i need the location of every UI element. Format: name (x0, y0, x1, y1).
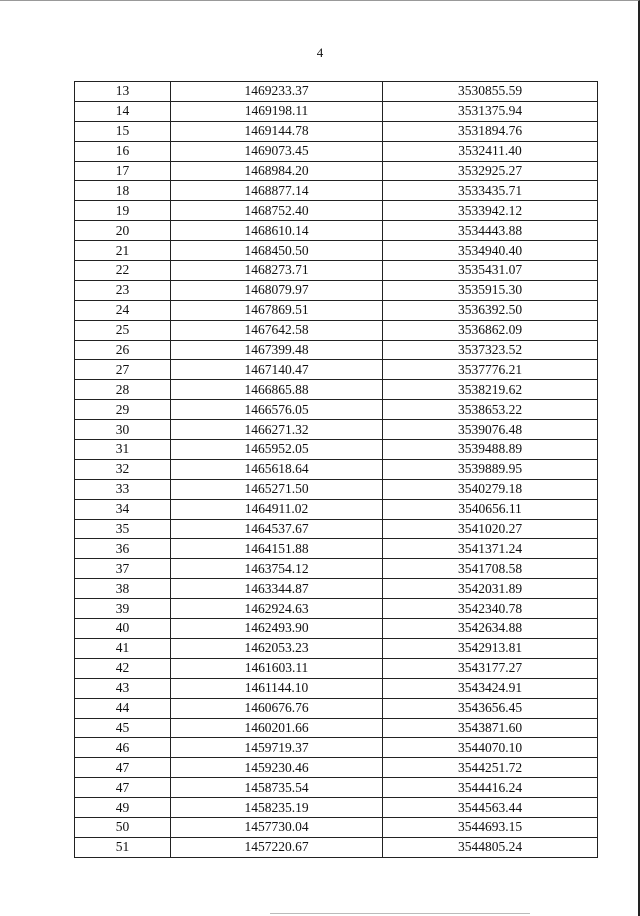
x-coordinate-cell: 1461144.10 (171, 678, 383, 698)
y-coordinate-cell: 3535431.07 (383, 261, 598, 281)
x-coordinate-cell: 1463754.12 (171, 559, 383, 579)
y-coordinate-cell: 3544070.10 (383, 738, 598, 758)
point-number-cell: 34 (75, 499, 171, 519)
table-row (75, 459, 598, 479)
x-coordinate-cell: 1468450.50 (171, 241, 383, 261)
table-row (75, 837, 598, 857)
x-coordinate-cell: 1469233.37 (171, 82, 383, 102)
x-coordinate-cell: 1462053.23 (171, 638, 383, 658)
point-number-cell: 25 (75, 320, 171, 340)
table-row (75, 141, 598, 161)
x-coordinate-cell: 1469073.45 (171, 141, 383, 161)
point-number-cell: 49 (75, 798, 171, 818)
table-row (75, 619, 598, 639)
y-coordinate-cell: 3535915.30 (383, 280, 598, 300)
y-coordinate-cell: 3543656.45 (383, 698, 598, 718)
y-coordinate-cell: 3534443.88 (383, 221, 598, 241)
x-coordinate-cell: 1463344.87 (171, 579, 383, 599)
table-row (75, 638, 598, 658)
table-row (75, 738, 598, 758)
point-number-cell: 45 (75, 718, 171, 738)
table-row (75, 599, 598, 619)
x-coordinate-cell: 1469144.78 (171, 121, 383, 141)
table-row (75, 718, 598, 738)
x-coordinate-cell: 1458235.19 (171, 798, 383, 818)
point-number-cell: 42 (75, 658, 171, 678)
point-number-cell: 47 (75, 758, 171, 778)
point-number-cell: 21 (75, 241, 171, 261)
point-number-cell: 38 (75, 579, 171, 599)
y-coordinate-cell: 3533435.71 (383, 181, 598, 201)
table-row (75, 221, 598, 241)
table-row (75, 161, 598, 181)
point-number-cell: 35 (75, 519, 171, 539)
table-row (75, 678, 598, 698)
point-number-cell: 29 (75, 400, 171, 420)
y-coordinate-cell: 3534940.40 (383, 241, 598, 261)
point-number-cell: 27 (75, 360, 171, 380)
table-row (75, 320, 598, 340)
point-number-cell: 15 (75, 121, 171, 141)
table-row (75, 300, 598, 320)
y-coordinate-cell: 3542634.88 (383, 619, 598, 639)
y-coordinate-cell: 3543424.91 (383, 678, 598, 698)
x-coordinate-cell: 1460201.66 (171, 718, 383, 738)
point-number-cell: 43 (75, 678, 171, 698)
coordinates-table-body (75, 82, 598, 858)
table-row (75, 778, 598, 798)
x-coordinate-cell: 1468610.14 (171, 221, 383, 241)
point-number-cell: 31 (75, 440, 171, 460)
point-number-cell: 47 (75, 778, 171, 798)
y-coordinate-cell: 3539889.95 (383, 459, 598, 479)
table-row (75, 101, 598, 121)
table-row (75, 559, 598, 579)
x-coordinate-cell: 1467869.51 (171, 300, 383, 320)
point-number-cell: 32 (75, 459, 171, 479)
x-coordinate-cell: 1468079.97 (171, 280, 383, 300)
point-number-cell: 41 (75, 638, 171, 658)
y-coordinate-cell: 3538219.62 (383, 380, 598, 400)
table-row (75, 479, 598, 499)
point-number-cell: 14 (75, 101, 171, 121)
table-row (75, 121, 598, 141)
x-coordinate-cell: 1467642.58 (171, 320, 383, 340)
point-number-cell: 37 (75, 559, 171, 579)
x-coordinate-cell: 1466865.88 (171, 380, 383, 400)
x-coordinate-cell: 1459230.46 (171, 758, 383, 778)
y-coordinate-cell: 3543871.60 (383, 718, 598, 738)
point-number-cell: 23 (75, 280, 171, 300)
point-number-cell: 44 (75, 698, 171, 718)
table-row (75, 798, 598, 818)
point-number-cell: 16 (75, 141, 171, 161)
page-number: 4 (316, 45, 324, 60)
y-coordinate-cell: 3530855.59 (383, 82, 598, 102)
table-row (75, 380, 598, 400)
y-coordinate-cell: 3537323.52 (383, 340, 598, 360)
y-coordinate-cell: 3544805.24 (383, 837, 598, 857)
point-number-cell: 36 (75, 539, 171, 559)
x-coordinate-cell: 1468752.40 (171, 201, 383, 221)
x-coordinate-cell: 1468984.20 (171, 161, 383, 181)
table-row (75, 539, 598, 559)
x-coordinate-cell: 1467399.48 (171, 340, 383, 360)
y-coordinate-cell: 3540656.11 (383, 499, 598, 519)
table-row (75, 499, 598, 519)
point-number-cell: 51 (75, 837, 171, 857)
point-number-cell: 30 (75, 420, 171, 440)
x-coordinate-cell: 1468877.14 (171, 181, 383, 201)
x-coordinate-cell: 1457730.04 (171, 817, 383, 837)
y-coordinate-cell: 3542340.78 (383, 599, 598, 619)
x-coordinate-cell: 1468273.71 (171, 261, 383, 281)
table-row (75, 241, 598, 261)
x-coordinate-cell: 1464911.02 (171, 499, 383, 519)
x-coordinate-cell: 1458735.54 (171, 778, 383, 798)
table-row (75, 261, 598, 281)
point-number-cell: 13 (75, 82, 171, 102)
point-number-cell: 20 (75, 221, 171, 241)
y-coordinate-cell: 3543177.27 (383, 658, 598, 678)
x-coordinate-cell: 1464151.88 (171, 539, 383, 559)
table-row (75, 360, 598, 380)
table-row (75, 280, 598, 300)
x-coordinate-cell: 1466576.05 (171, 400, 383, 420)
scan-edge-line (270, 913, 530, 914)
y-coordinate-cell: 3538653.22 (383, 400, 598, 420)
point-number-cell: 28 (75, 380, 171, 400)
table-row (75, 201, 598, 221)
y-coordinate-cell: 3531894.76 (383, 121, 598, 141)
x-coordinate-cell: 1462493.90 (171, 619, 383, 639)
point-number-cell: 46 (75, 738, 171, 758)
x-coordinate-cell: 1462924.63 (171, 599, 383, 619)
point-number-cell: 24 (75, 300, 171, 320)
y-coordinate-cell: 3533942.12 (383, 201, 598, 221)
table-row (75, 340, 598, 360)
table-row (75, 400, 598, 420)
point-number-cell: 19 (75, 201, 171, 221)
point-number-cell: 50 (75, 817, 171, 837)
x-coordinate-cell: 1465618.64 (171, 459, 383, 479)
table-row (75, 440, 598, 460)
table-row (75, 519, 598, 539)
y-coordinate-cell: 3544251.72 (383, 758, 598, 778)
point-number-cell: 18 (75, 181, 171, 201)
y-coordinate-cell: 3532411.40 (383, 141, 598, 161)
y-coordinate-cell: 3537776.21 (383, 360, 598, 380)
y-coordinate-cell: 3542913.81 (383, 638, 598, 658)
table-row (75, 82, 598, 102)
x-coordinate-cell: 1466271.32 (171, 420, 383, 440)
table-row (75, 758, 598, 778)
point-number-cell: 33 (75, 479, 171, 499)
x-coordinate-cell: 1457220.67 (171, 837, 383, 857)
y-coordinate-cell: 3541708.58 (383, 559, 598, 579)
x-coordinate-cell: 1467140.47 (171, 360, 383, 380)
point-number-cell: 39 (75, 599, 171, 619)
x-coordinate-cell: 1459719.37 (171, 738, 383, 758)
y-coordinate-cell: 3540279.18 (383, 479, 598, 499)
point-number-cell: 22 (75, 261, 171, 281)
table-row (75, 579, 598, 599)
y-coordinate-cell: 3539076.48 (383, 420, 598, 440)
y-coordinate-cell: 3541371.24 (383, 539, 598, 559)
table-row (75, 817, 598, 837)
table-row (75, 181, 598, 201)
x-coordinate-cell: 1465952.05 (171, 440, 383, 460)
table-row (75, 658, 598, 678)
y-coordinate-cell: 3542031.89 (383, 579, 598, 599)
y-coordinate-cell: 3541020.27 (383, 519, 598, 539)
x-coordinate-cell: 1465271.50 (171, 479, 383, 499)
point-number-cell: 17 (75, 161, 171, 181)
y-coordinate-cell: 3544563.44 (383, 798, 598, 818)
y-coordinate-cell: 3544693.15 (383, 817, 598, 837)
table-row (75, 420, 598, 440)
y-coordinate-cell: 3532925.27 (383, 161, 598, 181)
table-row (75, 698, 598, 718)
x-coordinate-cell: 1464537.67 (171, 519, 383, 539)
coordinates-table (74, 81, 598, 858)
point-number-cell: 40 (75, 619, 171, 639)
x-coordinate-cell: 1460676.76 (171, 698, 383, 718)
y-coordinate-cell: 3536392.50 (383, 300, 598, 320)
x-coordinate-cell: 1469198.11 (171, 101, 383, 121)
y-coordinate-cell: 3536862.09 (383, 320, 598, 340)
y-coordinate-cell: 3544416.24 (383, 778, 598, 798)
y-coordinate-cell: 3531375.94 (383, 101, 598, 121)
y-coordinate-cell: 3539488.89 (383, 440, 598, 460)
point-number-cell: 26 (75, 340, 171, 360)
x-coordinate-cell: 1461603.11 (171, 658, 383, 678)
